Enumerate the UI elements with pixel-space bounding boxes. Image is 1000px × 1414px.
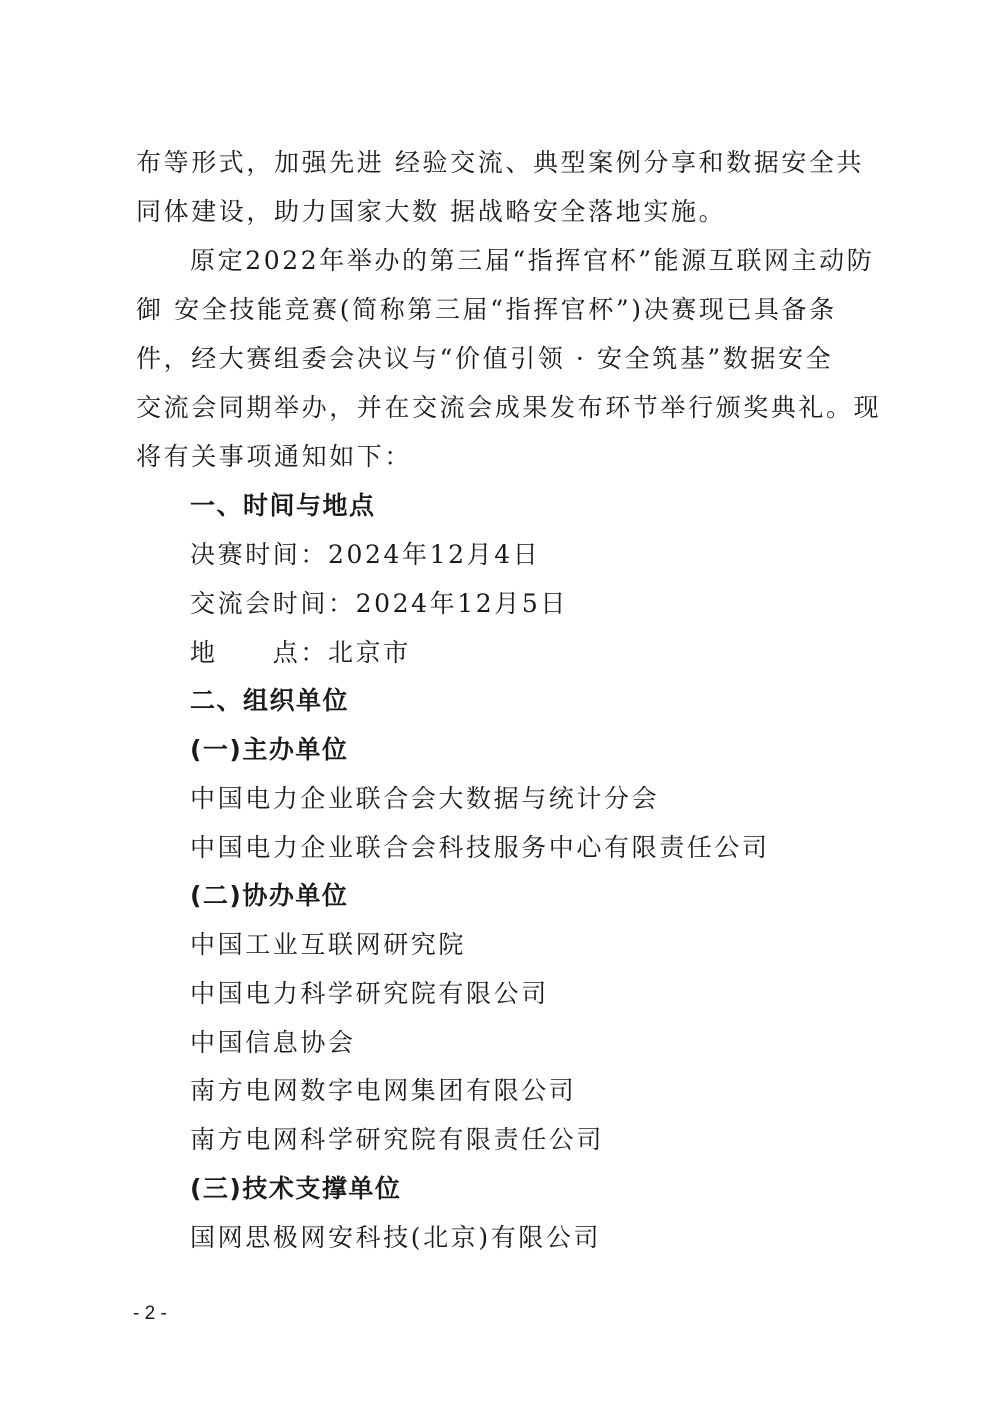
subsection-heading-host: (一)主办单位 bbox=[190, 735, 349, 764]
paragraph-line: 同体建设，助力国家大数 据战略安全落地实施。 bbox=[136, 197, 727, 226]
list-item: 中国电力企业联合会大数据与统计分会 bbox=[190, 784, 660, 813]
final-time: 决赛时间：2024年12月4日 bbox=[190, 540, 541, 569]
list-item: 中国电力科学研究院有限公司 bbox=[190, 979, 549, 1008]
paragraph-line: 交流会同期举办，并在交流会成果发布环节举行颁奖典礼。现 bbox=[136, 393, 882, 422]
meeting-time: 交流会时间：2024年12月5日 bbox=[190, 589, 568, 618]
paragraph-line: 将有关事项通知如下： bbox=[136, 442, 413, 471]
list-item: 中国信息协会 bbox=[190, 1028, 356, 1057]
list-item: 中国电力企业联合会科技服务中心有限责任公司 bbox=[190, 833, 770, 862]
location: 地 点：北京市 bbox=[190, 638, 411, 667]
subsection-heading-co-host: (二)协办单位 bbox=[190, 881, 349, 910]
paragraph-line: 御 安全技能竞赛(简称第三届“指挥官杯”)决赛现已具备条 bbox=[136, 295, 837, 324]
paragraph-line: 原定2022年举办的第三届“指挥官杯”能源互联网主动防 bbox=[190, 246, 875, 275]
list-item: 中国工业互联网研究院 bbox=[190, 930, 467, 959]
subsection-heading-tech-support: (三)技术支撑单位 bbox=[190, 1174, 402, 1203]
section-heading-organizers: 二、组织单位 bbox=[190, 686, 350, 715]
list-item: 国网思极网安科技(北京)有限公司 bbox=[190, 1223, 602, 1252]
section-heading-time-location: 一、时间与地点 bbox=[190, 491, 376, 520]
page-number: - 2 - bbox=[133, 1303, 167, 1324]
paragraph-line: 布等形式，加强先进 经验交流、典型案例分享和数据安全共 bbox=[136, 148, 865, 177]
paragraph-line: 件，经大赛组委会决议与“价值引领 · 安全筑基”数据安全 bbox=[136, 344, 834, 373]
list-item: 南方电网科学研究院有限责任公司 bbox=[190, 1125, 605, 1154]
list-item: 南方电网数字电网集团有限公司 bbox=[190, 1076, 577, 1105]
